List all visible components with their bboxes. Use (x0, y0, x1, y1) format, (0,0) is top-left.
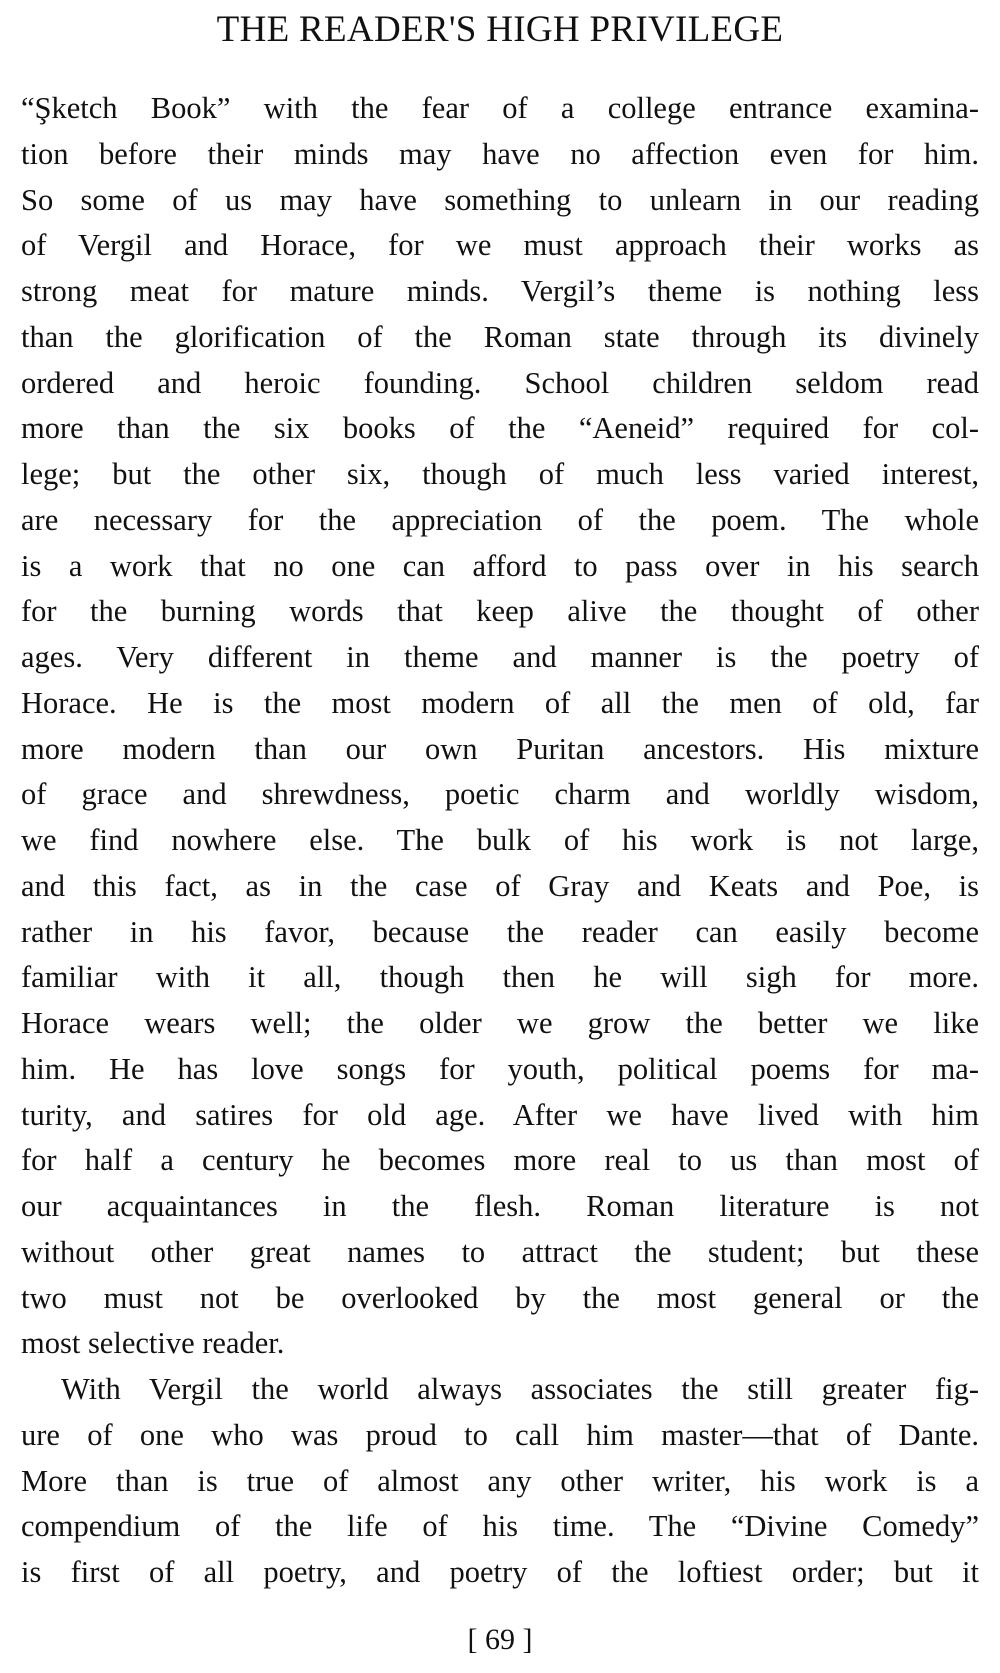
running-head: THE READER'S HIGH PRIVILEGE (216, 9, 784, 50)
text-line: tion before their minds may have no affection even for him. (21, 136, 979, 171)
text-line: most selective reader. (21, 1326, 285, 1361)
text-line: for half a century he becomes more real to us than most of (21, 1143, 979, 1178)
paragraph-2 (21, 1367, 979, 1596)
text-line: of grace and shrewdness, poetic charm and worldly wisdom, (21, 777, 979, 812)
text-line: strong meat for mature minds. Vergil’s theme is nothing less (21, 274, 979, 308)
text-line: rather in his favor, because the reader can easily become (21, 914, 979, 949)
text-line: So some of us may have something to unlearn in our reading (21, 182, 979, 217)
text-line: “Şketch Book” with the fear of a college entrance examina- (21, 91, 979, 125)
text-line: and this fact, as in the case of Gray and Keats and Poe, is (21, 868, 979, 903)
text-line: More than is true of almost any other writer, his work is a (21, 1463, 979, 1498)
text-line: are necessary for the appreciation of the poem. The whole (21, 502, 979, 537)
text-line: turity, and satires for old age. After we have lived with him (21, 1097, 979, 1132)
body-text (21, 86, 979, 1596)
text-line: Horace. He is the most modern of all the men of old, far (21, 685, 979, 720)
text-line: our acquaintances in the flesh. Roman literature is not (21, 1189, 979, 1223)
text-line: him. He has love songs for youth, political poems for ma- (21, 1051, 979, 1086)
text-line: two must not be overlooked by the most general or the (21, 1280, 979, 1315)
text-line: With Vergil the world always associates the still greater fig- (61, 1372, 979, 1406)
text-line: familiar with it all, though then he will sigh for more. (21, 960, 979, 995)
page-number: [ 69 ] (467, 1623, 533, 1656)
text-line: ordered and heroic founding. School children seldom read (21, 365, 979, 400)
text-line: without other great names to attract the student; but these (21, 1234, 979, 1269)
text-line: more modern than our own Puritan ancestors. His mixture (21, 731, 979, 766)
text-line: Horace wears well; the older we grow the better we like (21, 1006, 979, 1040)
text-line: compendium of the life of his time. The “Divine Comedy” (21, 1509, 979, 1544)
text-line: ages. Very different in theme and manner is the poetry of (21, 640, 979, 674)
text-line: of Vergil and Horace, for we must approach their works as (21, 228, 979, 263)
text-line: more than the six books of the “Aeneid” required for col- (21, 411, 979, 446)
text-line: is first of all poetry, and poetry of the loftiest order; but it (21, 1555, 979, 1589)
text-line: ure of one who was proud to call him master—that of Dante. (21, 1417, 979, 1452)
text-line: lege; but the other six, though of much less varied interest, (21, 457, 979, 491)
text-line: for the burning words that keep alive the thought of other (21, 594, 979, 629)
text-line: is a work that no one can afford to pass over in his search (21, 548, 979, 583)
text-line: we find nowhere else. The bulk of his work is not large, (21, 823, 979, 857)
text-line: than the glorification of the Roman state through its divinely (21, 319, 979, 354)
paragraph-1 (21, 86, 979, 1367)
